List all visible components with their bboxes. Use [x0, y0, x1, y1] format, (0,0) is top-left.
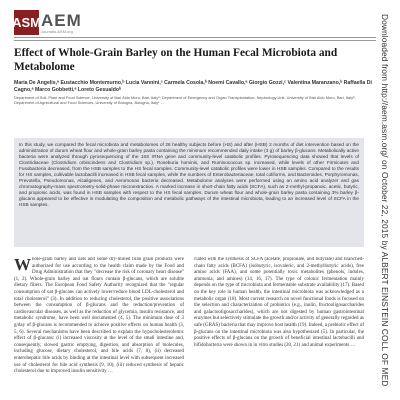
body-column-left — [14, 257, 184, 400]
journal-abbreviation: AEM — [41, 10, 82, 30]
drop-cap: W — [14, 257, 31, 274]
intro-paragraph — [14, 257, 184, 376]
body-columns — [14, 257, 364, 400]
body-paragraph: ciated with the synthesis of SCFA (acetate, propionate, and butyrate) and branched-chain fatty acids (BCFA) (isobutyric, isovaleric, and 2-methylbutyric acids), free amino acids (FAA), and some potentially toxic metabolites (phenols, indoles, ammonia, and amines) (14, 16, 17). The type of colonic fermentation mainly depends on the type of microbiota and fermentable substrate availability (17). Based on the key role in human health, the intestinal microbiota was acknowledged as a metabolic organ (18). Most current research on novel functional foods is focused on the selection and characterization of probiotics (e.g., inulin, fructooligosaccharides and galactooligosaccharides), which are not digested by human gastrointestinal enzymes but selectively stimulate the growth and/or activity of generally regarded as safe (GRAS) bacteria that may improve host health (19). Indeed, a prebiotic effect of β-glucans on the intestinal microbiota was also hypothesized (5). In particular, the positive effects of β-glucans on the growth of beneficial intestinal lactobacilli and bifidobacteria were shown in in vitro studies (20, 21) and animal experiments … — [194, 257, 364, 348]
intro-text: hole-grain barley and oats and some dry-milled bran grain products were authorized for use according to the health claim made by the Food and Drug Administration that they "decrease the risk of coronary heart disease" (1, 2). Whole-grain barley and oat flours contain β-glucans, which are soluble dietary fibers. The European Food Safety Authority recognized that the "regular consumption of oat β-glucans can actively lower/reduce blood LDL-cholesterol and total cholesterol" (3). In addition to reducing cholesterol, the positive associations between the consumption of β-glucans and the reduction/prevention of cardiovascular diseases, as well as the reduction of glycemia, insulin resistance, and metabolic syndrome, have been well documented (4, 5). The minimum dose of 3 g/day of β-glucans is recommended to achieve positive effects on human health (3, 5, 6). Several mechanisms have been described to explain the hypocholesterolemic effect of β-glucans: (i) increased viscosity at the level of the small intestine and, consequently, slowed gastric emptying, digestion, and absorption of molecules, including glucose, dietary cholesterol, and bile acids (7, 8), (ii) decreased enterohepatic bile acids by binding at the intestinal level with subsequent increased use of cholesterol for bile acid synthesis (9, 10), (iii) reduced synthesis of hepatic cholesterol due to improved insulin sensitivity … — [14, 257, 184, 375]
header-rule-secondary — [14, 40, 376, 41]
download-sidebar — [372, 4, 398, 396]
journal-logo — [14, 9, 94, 36]
affiliations: Department of Soil, Plant and Food Science, University of Bari Aldo Moro, Bari, Italyᵃ; Department of Emergency and Organ Transplantation, Nephrology Unit, University of Bari Aldo Moro, Bari, Italyᵇ; Department of Agricultural and Food Sciences, University of Bologna, Bologna, Italyᶜ … — [14, 95, 356, 106]
author-list: Maria De Angelis,ᵃ Eustacchio Montemurno,ᵇ Lucia Vannini,ᶜ Carmela Cosola,ᵇ Noemi Cavallo,ᵃ Giorgio Gozzi,ᶜ Valentina Maranzano,ᵇ Raffaella Di Cagno,ᵃ Marco Gobbetti,ᵃ Loreto Gesualdoᵇ — [14, 80, 372, 93]
header-rule — [14, 37, 376, 38]
asm-logo-mark: ASM — [14, 10, 39, 35]
journal-name — [41, 12, 82, 34]
download-notice: Downloaded from http://aem.asm.org/ on October 22, 2015 by ALBERT EINSTEIN COLL OF MED — [380, 13, 390, 387]
body-column-right — [194, 257, 364, 400]
abstract-box: In this study, we compared the fecal microbiota and metabolomes of 26 healthy subjects before (HS) and after (HSB) 2 months of diet intervention based on the administration of durum wheat flour and whole-grain barley pasta containing the minimum recommended daily intake (3 g) of barley β-glucans. Metabolically active bacteria were analyzed through pyrosequencing of the 16S rRNA gene and community-level catabolic profiles. Pyrosequencing data showed that levels of Clostridiaceae (Clostridium orbiscindens and Clostridium sp.), Roseburia hominis, and Ruminococcus sp. increased, while levels of other Firmicutes and Fusobacteria decreased, from the HSB samples to the HS fecal samples. Community-level catabolic profiles were lower in HSB samples. Compared to the results for HS samples, cultivable lactobacilli increased in HSB fecal samples, while the numbers of Enterobacteriaceae, total coliforms, and Bacteroides, Porphyromonas, Prevotella, Pseudomonas, Alcaligenes, and Aeromonas bacteria decreased. Metabolome analyses were performed using an amino acid analyzer and gas chromatography-mass spectrometry-solid-phase microextraction. A marked increase in short-chain fatty acids (SCFA), such as 2-methyl-propanoic, acetic, butyric, and propionic acids, was found in HSB samples with respect to the HS fecal samples. Durum wheat flour and whole-grain barley pasta containing 3% barley β-glucans appeared to be effective in modulating the composition and metabolic pathways of the intestinal microbiota, leading to an increased level of SCFA in the HSB samples. — [14, 138, 364, 247]
article-title: Effect of Whole-Grain Barley on the Human Fecal Microbiota and Metabolome — [14, 47, 338, 73]
journal-url: Journals.ASM.org — [41, 28, 73, 34]
